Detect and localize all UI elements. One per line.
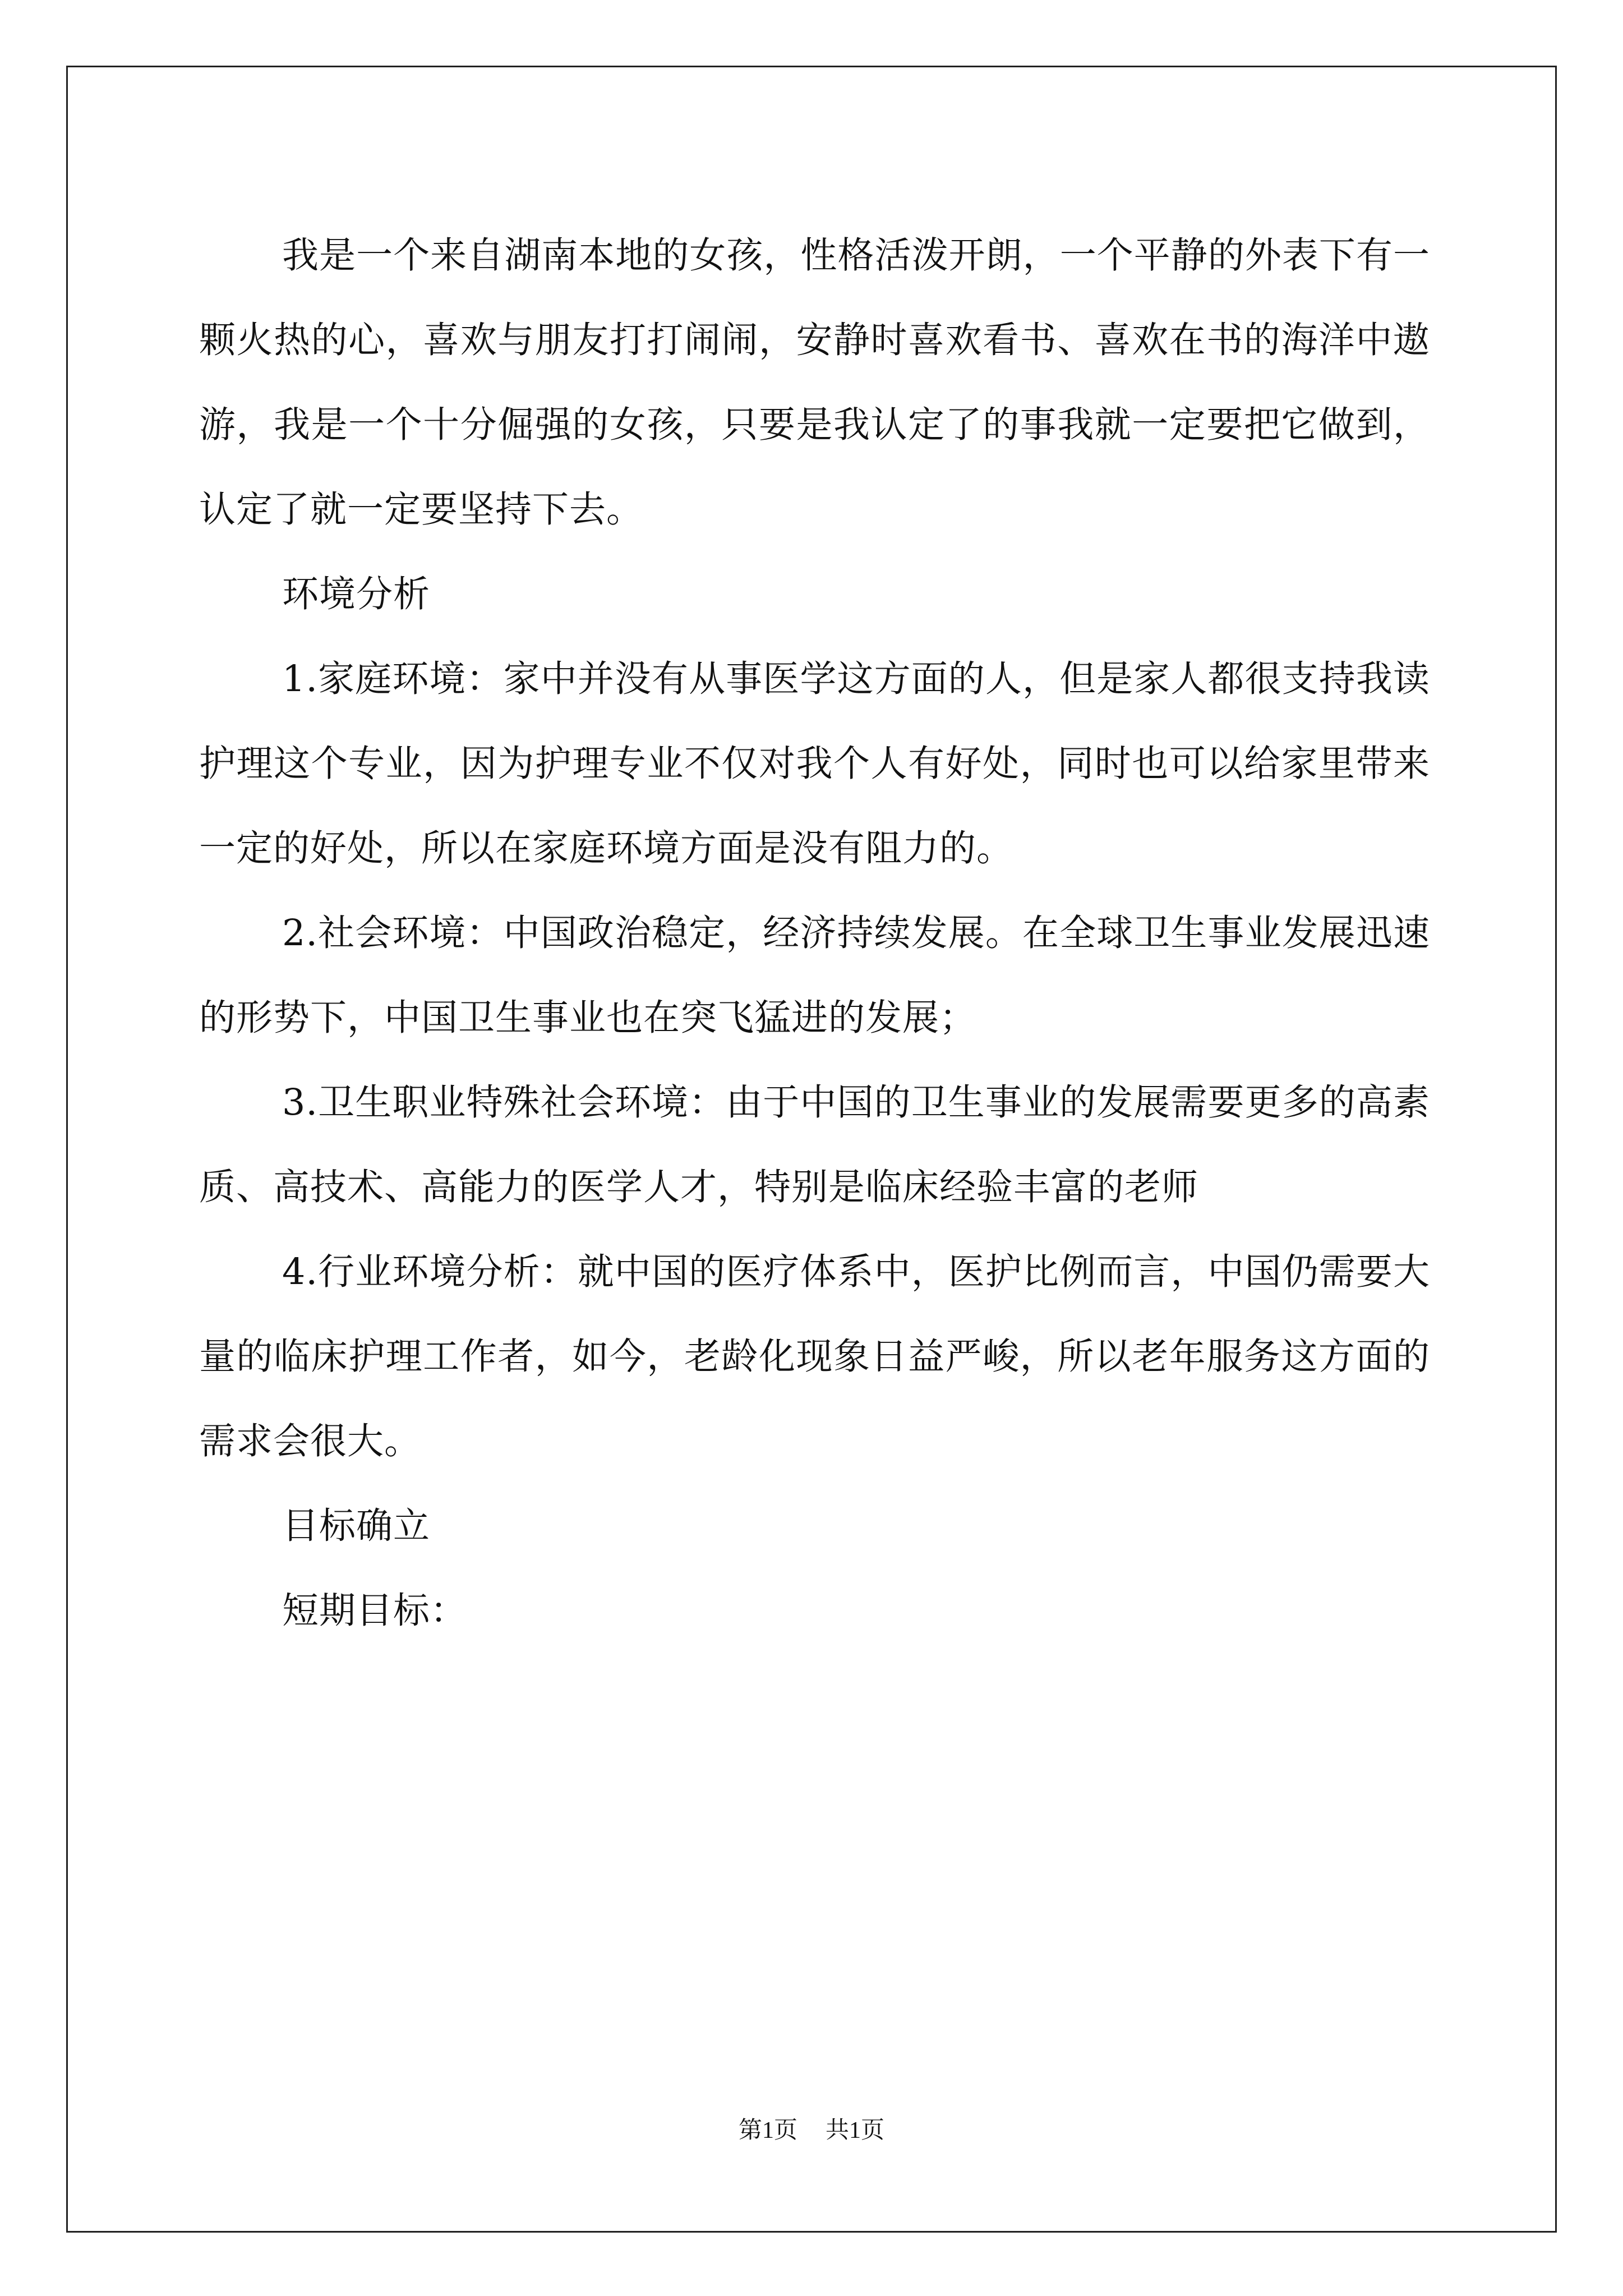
social-environment-paragraph: 2.社会环境：中国政治稳定，经济持续发展。在全球卫生事业发展迅速的形势下，中国卫生事业也在突飞猛进的发展； bbox=[199, 912, 1430, 1039]
intro-paragraph: 我是一个来自湖南本地的女孩，性格活泼开朗，一个平静的外表下有一颗火热的心，喜欢与朋友打打闹闹，安静时喜欢看书、喜欢在书的海洋中遨游，我是一个十分倔强的女孩，只要是我认定了的事我就一定要把它做到，认定了就一定要坚持下去。 bbox=[199, 234, 1430, 531]
document-body bbox=[199, 213, 1430, 1653]
section-heading-environment: 环境分析 bbox=[282, 573, 431, 615]
page-footer bbox=[0, 2111, 1623, 2145]
page-number: 第1页 bbox=[738, 2118, 797, 2143]
health-occupation-paragraph: 3.卫生职业特殊社会环境：由于中国的卫生事业的发展需要更多的高素质、高技术、高能力的医学人才，特别是临床经验丰富的老师 bbox=[199, 1082, 1430, 1208]
family-environment-paragraph: 1.家庭环境：家中并没有从事医学这方面的人，但是家人都很支持我读护理这个专业，因为护理专业不仅对我个人有好处，同时也可以给家里带来一定的好处，所以在家庭环境方面是没有阻力的。 bbox=[199, 658, 1430, 869]
page-total: 共1页 bbox=[826, 2118, 885, 2143]
short-term-goals-heading: 短期目标： bbox=[282, 1590, 468, 1632]
section-heading-goals: 目标确立 bbox=[282, 1505, 431, 1547]
industry-environment-paragraph: 4.行业环境分析：就中国的医疗体系中，医护比例而言，中国仍需要大量的临床护理工作者，如今，老龄化现象日益严峻，所以老年服务这方面的需求会很大。 bbox=[199, 1251, 1430, 1462]
